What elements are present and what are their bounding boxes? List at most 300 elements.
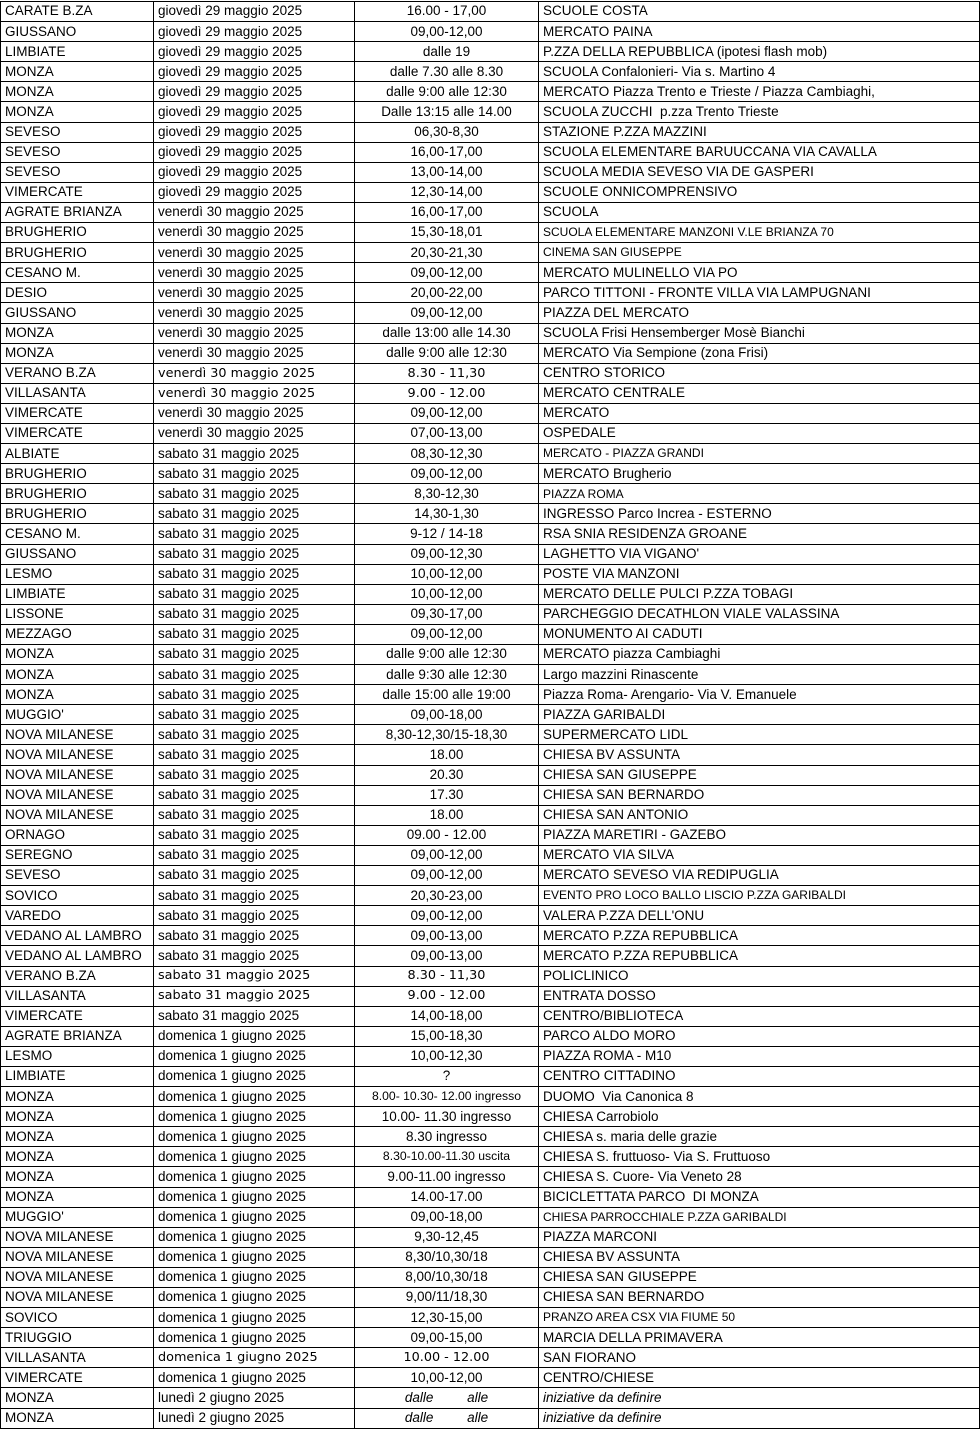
table-row [1,1127,980,1147]
time-cell: 15,30-18,01 [355,223,539,243]
date-cell: sabato 31 maggio 2025 [154,544,355,564]
date-cell: sabato 31 maggio 2025 [154,444,355,464]
location-cell: CHIESA SAN BERNARDO [539,785,980,805]
city-cell: LESMO [1,1046,154,1066]
city-cell: BRUGHERIO [1,464,154,484]
city-cell: NOVA MILANESE [1,1227,154,1247]
location-cell: PRANZO AREA CSX VIA FIUME 50 [539,1308,980,1328]
table-row [1,906,980,926]
location-cell: MARCIA DELLA PRIMAVERA [539,1328,980,1348]
date-cell: sabato 31 maggio 2025 [154,604,355,624]
city-cell: VILLASANTA [1,383,154,403]
date-cell: giovedì 29 maggio 2025 [154,82,355,102]
city-cell: NOVA MILANESE [1,765,154,785]
date-cell: sabato 31 maggio 2025 [154,705,355,725]
date-cell: domenica 1 giugno 2025 [154,1066,355,1086]
city-cell: MONZA [1,1388,154,1408]
date-cell: domenica 1 giugno 2025 [154,1207,355,1227]
date-cell: sabato 31 maggio 2025 [154,665,355,685]
date-cell: domenica 1 giugno 2025 [154,1288,355,1308]
city-cell: MONZA [1,82,154,102]
date-cell: domenica 1 giugno 2025 [154,1087,355,1107]
date-cell: domenica 1 giugno 2025 [154,1348,355,1368]
table-row [1,22,980,42]
city-cell: DESIO [1,283,154,303]
time-cell: 15,00-18,30 [355,1026,539,1046]
city-cell: ORNAGO [1,825,154,845]
city-cell: SEREGNO [1,845,154,865]
table-row [1,785,980,805]
table-row [1,705,980,725]
location-cell: LAGHETTO VIA VIGANO' [539,544,980,564]
city-cell: ALBIATE [1,444,154,464]
city-cell: MONZA [1,62,154,82]
city-cell: VIMERCATE [1,423,154,443]
date-cell: venerdì 30 maggio 2025 [154,403,355,423]
time-cell: 8.00- 10.30- 12.00 ingresso [355,1087,539,1107]
date-cell: domenica 1 giugno 2025 [154,1167,355,1187]
location-cell: CHIESA SAN GIUSEPPE [539,765,980,785]
city-cell: LIMBIATE [1,42,154,62]
table-row [1,805,980,825]
location-cell: CENTRO CITTADINO [539,1066,980,1086]
table-row [1,444,980,464]
city-cell: VEDANO AL LAMBRO [1,946,154,966]
table-row [1,122,980,142]
table-row [1,1288,980,1308]
city-cell: VEDANO AL LAMBRO [1,926,154,946]
date-cell: sabato 31 maggio 2025 [154,986,355,1006]
date-cell: sabato 31 maggio 2025 [154,645,355,665]
location-cell: RSA SNIA RESIDENZA GROANE [539,524,980,544]
table-row [1,1066,980,1086]
date-cell: giovedì 29 maggio 2025 [154,2,355,22]
date-cell: domenica 1 giugno 2025 [154,1107,355,1127]
date-cell: venerdì 30 maggio 2025 [154,343,355,363]
date-cell: domenica 1 giugno 2025 [154,1127,355,1147]
city-cell: MONZA [1,1127,154,1147]
date-cell: venerdì 30 maggio 2025 [154,202,355,222]
time-cell: 07,00-13,00 [355,423,539,443]
table-row [1,825,980,845]
time-cell: 17.30 [355,785,539,805]
table-row [1,1328,980,1348]
time-cell: 9.00-11.00 ingresso [355,1167,539,1187]
table-row [1,102,980,122]
table-row [1,464,980,484]
date-cell: sabato 31 maggio 2025 [154,926,355,946]
location-cell: CHIESA PARROCCHIALE P.ZZA GARIBALDI [539,1207,980,1227]
city-cell: AGRATE BRIANZA [1,202,154,222]
time-cell: 09,00-12,00 [355,624,539,644]
time-cell: 14.00-17.00 [355,1187,539,1207]
table-row [1,182,980,202]
time-cell: dalle 9:00 alle 12:30 [355,645,539,665]
city-cell: BRUGHERIO [1,223,154,243]
city-cell: MONZA [1,343,154,363]
table-row [1,966,980,986]
table-row [1,504,980,524]
date-cell: giovedì 29 maggio 2025 [154,122,355,142]
time-cell: 10.00 - 12.00 [355,1348,539,1368]
location-cell: MERCATO Via Sempione (zona Frisi) [539,343,980,363]
time-cell: 9-12 / 14-18 [355,524,539,544]
time-cell: 10,00-12,00 [355,564,539,584]
time-cell: 9.00 - 12.00 [355,383,539,403]
city-cell: GIUSSANO [1,544,154,564]
location-cell: iniziative da definire [539,1408,980,1428]
table-row [1,725,980,745]
location-cell: MERCATO P.ZZA REPUBBLICA [539,946,980,966]
table-row [1,1227,980,1247]
city-cell: SEVESO [1,866,154,886]
date-cell: sabato 31 maggio 2025 [154,564,355,584]
date-cell: domenica 1 giugno 2025 [154,1026,355,1046]
time-cell: 8,00/10,30/18 [355,1267,539,1287]
city-cell: CESANO M. [1,263,154,283]
time-cell: 09,30-17,00 [355,604,539,624]
time-cell: 20.30 [355,765,539,785]
city-cell: MONZA [1,685,154,705]
time-cell: 10,00-12,00 [355,584,539,604]
location-cell: SCUOLA Confalonieri- Via s. Martino 4 [539,62,980,82]
location-cell: PIAZZA MARETIRI - GAZEBO [539,825,980,845]
time-cell: 8.30 ingresso [355,1127,539,1147]
city-cell: SEVESO [1,142,154,162]
time-cell: 09,00-12,00 [355,303,539,323]
location-cell: DUOMO Via Canonica 8 [539,1087,980,1107]
time-cell: 09,00-12,00 [355,845,539,865]
location-cell: CHIESA BV ASSUNTA [539,1247,980,1267]
table-row [1,323,980,343]
date-cell: sabato 31 maggio 2025 [154,504,355,524]
time-cell: 18.00 [355,805,539,825]
city-cell: VILLASANTA [1,986,154,1006]
table-row [1,1247,980,1267]
city-cell: NOVA MILANESE [1,785,154,805]
time-cell: 09,00-12,30 [355,544,539,564]
date-cell: venerdì 30 maggio 2025 [154,303,355,323]
time-cell: 10,00-12,30 [355,1046,539,1066]
date-cell: giovedì 29 maggio 2025 [154,162,355,182]
city-cell: VAREDO [1,906,154,926]
location-cell: PIAZZA MARCONI [539,1227,980,1247]
time-cell: 08,30-12,30 [355,444,539,464]
location-cell: CHIESA BV ASSUNTA [539,745,980,765]
events-table [0,1,980,1429]
date-cell: domenica 1 giugno 2025 [154,1046,355,1066]
city-cell: NOVA MILANESE [1,1247,154,1267]
city-cell: MUGGIO' [1,1207,154,1227]
table-row [1,926,980,946]
table-row [1,223,980,243]
location-cell: MERCATO PAINA [539,22,980,42]
time-cell: 09,00-12,00 [355,464,539,484]
city-cell: BRUGHERIO [1,484,154,504]
date-cell: giovedì 29 maggio 2025 [154,62,355,82]
date-cell: sabato 31 maggio 2025 [154,745,355,765]
date-cell: venerdì 30 maggio 2025 [154,283,355,303]
date-cell: sabato 31 maggio 2025 [154,685,355,705]
location-cell: PIAZZA ROMA [539,484,980,504]
date-cell: venerdì 30 maggio 2025 [154,423,355,443]
table-row [1,584,980,604]
location-cell: SAN FIORANO [539,1348,980,1368]
location-cell: CHIESA Carrobiolo [539,1107,980,1127]
time-cell: 09.00 - 12.00 [355,825,539,845]
table-row [1,1026,980,1046]
location-cell: INGRESSO Parco Increa - ESTERNO [539,504,980,524]
city-cell: SEVESO [1,122,154,142]
table-row [1,1408,980,1428]
date-cell: venerdì 30 maggio 2025 [154,223,355,243]
city-cell: MONZA [1,323,154,343]
time-cell: 8.30 - 11,30 [355,966,539,986]
time-cell: 09,00-12,00 [355,403,539,423]
city-cell: NOVA MILANESE [1,725,154,745]
table-row [1,283,980,303]
table-row [1,2,980,22]
time-cell: 06,30-8,30 [355,122,539,142]
time-cell: 8.30-10.00-11.30 uscita [355,1147,539,1167]
location-cell: MERCATO DELLE PULCI P.ZZA TOBAGI [539,584,980,604]
location-cell: PARCO ALDO MORO [539,1026,980,1046]
time-cell: dalle 15:00 alle 19:00 [355,685,539,705]
date-cell: sabato 31 maggio 2025 [154,524,355,544]
time-cell: 16.00 - 17,00 [355,2,539,22]
city-cell: BRUGHERIO [1,504,154,524]
table-row [1,946,980,966]
table-row [1,484,980,504]
location-cell: SCUOLA ZUCCHI p.zza Trento Trieste [539,102,980,122]
table-row [1,845,980,865]
location-cell: PARCO TITTONI - FRONTE VILLA VIA LAMPUGNANI [539,283,980,303]
date-cell: domenica 1 giugno 2025 [154,1247,355,1267]
date-cell: sabato 31 maggio 2025 [154,825,355,845]
table-row [1,82,980,102]
location-cell: SCUOLE ONNICOMPRENSIVO [539,182,980,202]
city-cell: MONZA [1,1147,154,1167]
table-row [1,765,980,785]
table-row [1,1147,980,1167]
time-cell: 9.00 - 12.00 [355,986,539,1006]
city-cell: BRUGHERIO [1,243,154,263]
date-cell: sabato 31 maggio 2025 [154,866,355,886]
time-cell: 14,30-1,30 [355,504,539,524]
city-cell: MEZZAGO [1,624,154,644]
city-cell: VIMERCATE [1,182,154,202]
table-row [1,1187,980,1207]
location-cell: EVENTO PRO LOCO BALLO LISCIO P.ZZA GARIBALDI [539,886,980,906]
date-cell: giovedì 29 maggio 2025 [154,142,355,162]
time-cell: Dalle 13:15 alle 14.00 [355,102,539,122]
date-cell: domenica 1 giugno 2025 [154,1368,355,1388]
time-cell: dalle 7.30 alle 8.30 [355,62,539,82]
table-row [1,1006,980,1026]
table-row [1,62,980,82]
location-cell: CHIESA S. Cuore- Via Veneto 28 [539,1167,980,1187]
time-cell: 09,00-18,00 [355,705,539,725]
time-cell: 16,00-17,00 [355,142,539,162]
table-row [1,564,980,584]
city-cell: TRIUGGIO [1,1328,154,1348]
table-row [1,1348,980,1368]
city-cell: VIMERCATE [1,1368,154,1388]
location-cell: PIAZZA DEL MERCATO [539,303,980,323]
city-cell: MONZA [1,1408,154,1428]
time-cell: 09,00-12,00 [355,22,539,42]
location-cell: CENTRO/BIBLIOTECA [539,1006,980,1026]
date-cell: venerdì 30 maggio 2025 [154,323,355,343]
date-cell: domenica 1 giugno 2025 [154,1227,355,1247]
time-cell: 12,30-14,00 [355,182,539,202]
table-row [1,1107,980,1127]
time-cell: 8,30-12,30/15-18,30 [355,725,539,745]
date-cell: sabato 31 maggio 2025 [154,946,355,966]
date-cell: sabato 31 maggio 2025 [154,464,355,484]
city-cell: VIMERCATE [1,403,154,423]
location-cell: MERCATO P.ZZA REPUBBLICA [539,926,980,946]
table-row [1,343,980,363]
location-cell: Piazza Roma- Arengario- Via V. Emanuele [539,685,980,705]
table-row [1,1267,980,1287]
date-cell: sabato 31 maggio 2025 [154,845,355,865]
time-cell: 8,30/10,30/18 [355,1247,539,1267]
time-cell: dalle alle [355,1408,539,1428]
table-row [1,1308,980,1328]
table-row [1,524,980,544]
city-cell: MONZA [1,1087,154,1107]
location-cell: CHIESA s. maria delle grazie [539,1127,980,1147]
date-cell: sabato 31 maggio 2025 [154,805,355,825]
time-cell: 09,00-13,00 [355,926,539,946]
city-cell: AGRATE BRIANZA [1,1026,154,1046]
city-cell: CESANO M. [1,524,154,544]
location-cell: MERCATO SEVESO VIA REDIPUGLIA [539,866,980,886]
date-cell: venerdì 30 maggio 2025 [154,243,355,263]
table-row [1,544,980,564]
city-cell: LESMO [1,564,154,584]
time-cell: 09,00-12,00 [355,263,539,283]
table-row [1,162,980,182]
time-cell: 20,30-23,00 [355,886,539,906]
location-cell: iniziative da definire [539,1388,980,1408]
date-cell: giovedì 29 maggio 2025 [154,22,355,42]
date-cell: lunedì 2 giugno 2025 [154,1388,355,1408]
table-row [1,42,980,62]
location-cell: CENTRO/CHIESE [539,1368,980,1388]
date-cell: sabato 31 maggio 2025 [154,906,355,926]
date-cell: domenica 1 giugno 2025 [154,1328,355,1348]
table-row [1,986,980,1006]
date-cell: lunedì 2 giugno 2025 [154,1408,355,1428]
table-row [1,363,980,383]
city-cell: MONZA [1,1107,154,1127]
table-row [1,624,980,644]
date-cell: venerdì 30 maggio 2025 [154,363,355,383]
table-row [1,423,980,443]
time-cell: 09,00-12,00 [355,906,539,926]
table-row [1,1087,980,1107]
time-cell: dalle 9:30 alle 12:30 [355,665,539,685]
location-cell: OSPEDALE [539,423,980,443]
city-cell: CARATE B.ZA [1,2,154,22]
location-cell: PIAZZA GARIBALDI [539,705,980,725]
table-row [1,866,980,886]
time-cell: 10.00- 11.30 ingresso [355,1107,539,1127]
city-cell: GIUSSANO [1,303,154,323]
date-cell: sabato 31 maggio 2025 [154,785,355,805]
location-cell: MERCATO VIA SILVA [539,845,980,865]
city-cell: NOVA MILANESE [1,745,154,765]
location-cell: MERCATO CENTRALE [539,383,980,403]
city-cell: VERANO B.ZA [1,363,154,383]
city-cell: MONZA [1,102,154,122]
city-cell: VIMERCATE [1,1006,154,1026]
date-cell: venerdì 30 maggio 2025 [154,383,355,403]
location-cell: SCUOLA ELEMENTARE MANZONI V.LE BRIANZA 70 [539,223,980,243]
location-cell: POSTE VIA MANZONI [539,564,980,584]
location-cell: CHIESA SAN GIUSEPPE [539,1267,980,1287]
time-cell: dalle alle [355,1388,539,1408]
city-cell: MUGGIO' [1,705,154,725]
table-row [1,383,980,403]
city-cell: MONZA [1,1187,154,1207]
city-cell: MONZA [1,665,154,685]
table-row [1,1388,980,1408]
location-cell: SCUOLE COSTA [539,2,980,22]
city-cell: SEVESO [1,162,154,182]
date-cell: venerdì 30 maggio 2025 [154,263,355,283]
time-cell: 18.00 [355,745,539,765]
time-cell: 9,30-12,45 [355,1227,539,1247]
time-cell: 8,30-12,30 [355,484,539,504]
time-cell: 09,00-12,00 [355,866,539,886]
city-cell: VILLASANTA [1,1348,154,1368]
time-cell: 14,00-18,00 [355,1006,539,1026]
location-cell: MERCATO MULINELLO VIA PO [539,263,980,283]
table-row [1,685,980,705]
date-cell: sabato 31 maggio 2025 [154,765,355,785]
location-cell: MERCATO [539,403,980,423]
time-cell: 16,00-17,00 [355,202,539,222]
time-cell: 9,00/11/18,30 [355,1288,539,1308]
table-row [1,745,980,765]
city-cell: SOVICO [1,1308,154,1328]
table-row [1,243,980,263]
table-row [1,303,980,323]
location-cell: SUPERMERCATO LIDL [539,725,980,745]
city-cell: VERANO B.ZA [1,966,154,986]
time-cell: 12,30-15,00 [355,1308,539,1328]
table-row [1,1207,980,1227]
location-cell: POLICLINICO [539,966,980,986]
location-cell: SCUOLA ELEMENTARE BARUUCCANA VIA CAVALLA [539,142,980,162]
location-cell: P.ZZA DELLA REPUBBLICA (ipotesi flash mob) [539,42,980,62]
city-cell: MONZA [1,1167,154,1187]
location-cell: SCUOLA Frisi Hensemberger Mosè Bianchi [539,323,980,343]
time-cell: 8.30 - 11,30 [355,363,539,383]
location-cell: VALERA P.ZZA DELL'ONU [539,906,980,926]
location-cell: MERCATO piazza Cambiaghi [539,645,980,665]
location-cell: CENTRO STORICO [539,363,980,383]
time-cell: dalle 19 [355,42,539,62]
location-cell: Largo mazzini Rinascente [539,665,980,685]
location-cell: MONUMENTO AI CADUTI [539,624,980,644]
city-cell: LISSONE [1,604,154,624]
location-cell: CHIESA S. fruttuoso- Via S. Fruttuoso [539,1147,980,1167]
city-cell: GIUSSANO [1,22,154,42]
